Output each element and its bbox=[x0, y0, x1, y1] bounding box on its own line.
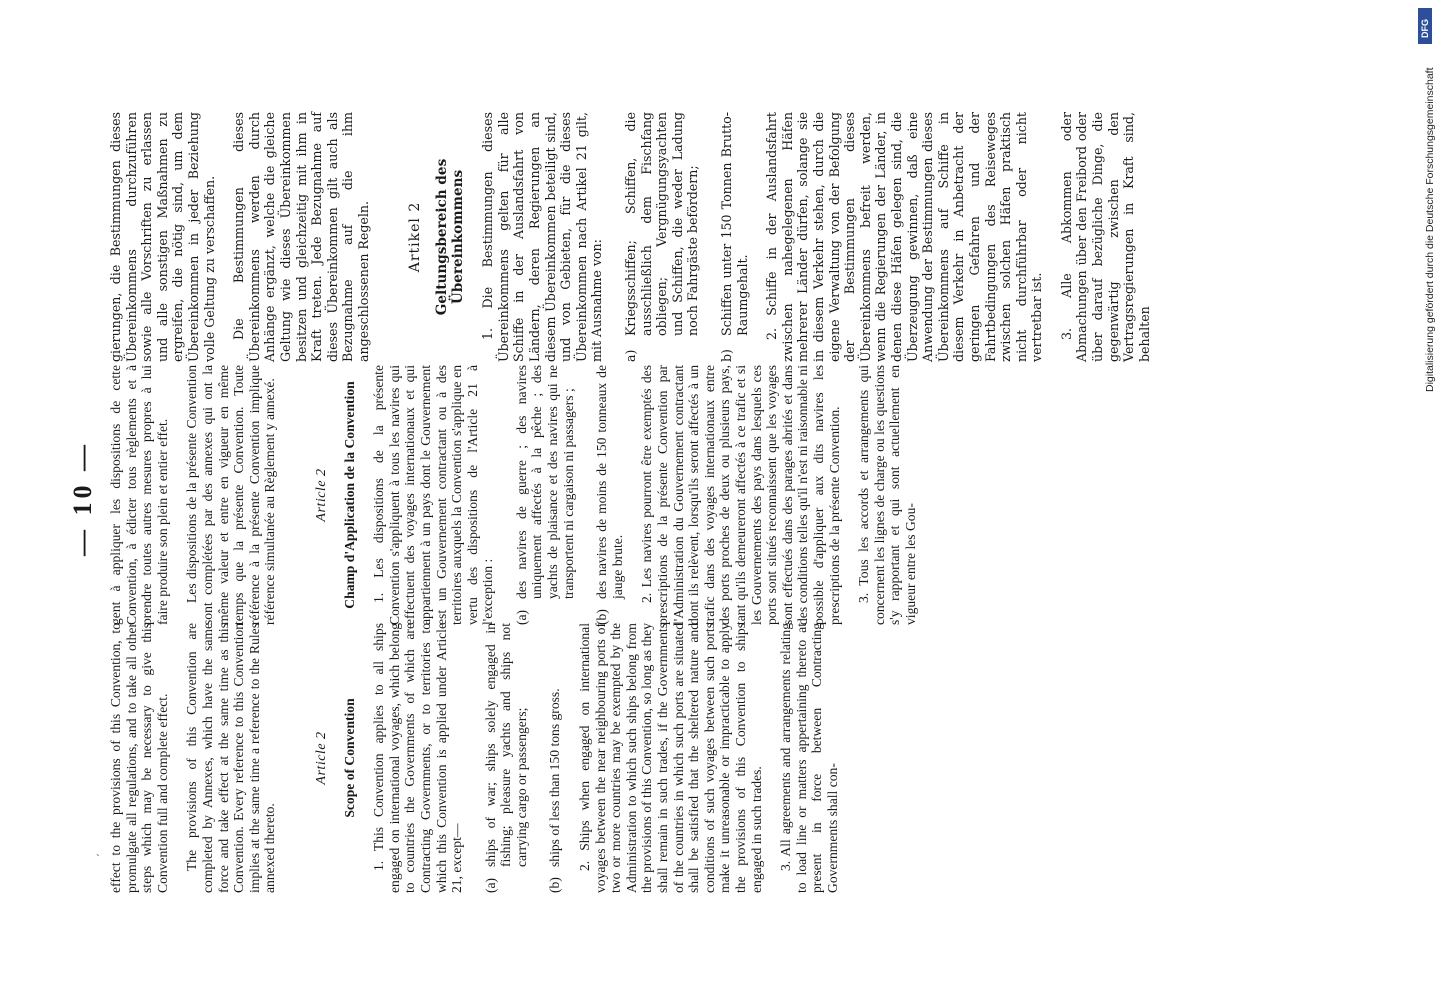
english-paragraph: 1. This Convention applies to all ships engaged on international voyages, which belong to countries the Governments of which are Contracting Governments, or to territories to which this Convention is applied under Article 21, except— bbox=[371, 623, 465, 893]
item-label: a) bbox=[623, 349, 639, 362]
french-paragraph: 1. Les dispositions de la présente Convention s'appliquent à tous les navires qui effectuent des voyages internationaux et qui appartiennent à un pays dont le Gouvernement est un Gouvernement contractant ou à des territoires auxquels la Convention s'applique en vertu des dispositions de l'Article 21 à l'exception : bbox=[371, 365, 496, 625]
scan-mark: ˋ bbox=[96, 853, 100, 865]
german-column bbox=[108, 112, 1166, 362]
german-paragraph: gierungen, die Bestimmungen dieses Übereinkommens durchzuführen sowie alle Vorschriften zu erlassen und alle sonstigen Maßnahmen zu ergreifen, die nötig sind, um dem Übereinkommen in jeder Beziehung volle Geltung zu verschaffen. bbox=[108, 112, 217, 362]
item-text: Kriegsschiffen; Schiffen, die ausschließlich dem Fischfang obliegen; Vergnügungsyachten und Schiffen, die weder Ladung noch Fahrgäste befördern; bbox=[623, 112, 701, 336]
french-paragraph: gent à appliquer les dispositions de cette Convention, à édicter tous règlements et à prendre toutes autres mesures propres à lui faire produire son plein et entier effet. bbox=[108, 365, 170, 625]
english-paragraph: 3. All agreements and arrangements relating to load line or matters appertaining thereto at present in force between Contracting Governments shall con- bbox=[778, 623, 840, 893]
german-paragraph: Die Bestimmungen dieses Übereinkommens werden durch Anhänge ergänzt, welche die gleiche Geltung wie dieses Übereinkommen besitzen und gleichzeitig mit ihm in Kraft treten. Jede Bezugnahme auf dieses Übereinkommen gilt auch als Bezugnahme auf die ihm angeschlossenen Regeln. bbox=[231, 112, 371, 362]
english-article-heading: Article 2 bbox=[313, 731, 329, 785]
item-text: Schiffen unter 150 Tonnen Brutto-Raumgehalt. bbox=[719, 112, 750, 336]
dfg-logo-text: DFG bbox=[1420, 19, 1430, 38]
item-text: ships of less than 150 tons gross. bbox=[547, 688, 563, 867]
german-list-item bbox=[719, 112, 750, 362]
french-paragraph: 2. Les navires pourront être exemptés des prescriptions de la présente Convention par l'Administration du Gouvernement contractant dont ils relèvent, lorsqu'ils seront affectés à un trafic dans des voyages internationaux entre des ports proches de deux ou plusieurs pays, tant qu'ils demeureront affectés à ce trafic et si les Gouvernements des pays dans lesquels ces ports sont situés reconnaissent que les voyages sont effectués dans des parages abrités et dans des conditions telles qu'il n'est ni raisonnable ni possible d'appliquer aux dits navires les prescriptions de la présente Convention. bbox=[639, 365, 842, 625]
french-article-heading: Article 2 bbox=[313, 468, 329, 522]
english-list-item bbox=[547, 623, 563, 893]
english-paragraph: The provisions of this Convention are completed by Annexes, which have the same force and take effect at the same time as this Convention. Every reference to this Convention implies at the same time a reference to the Rules annexed thereto. bbox=[184, 623, 278, 893]
item-label: b) bbox=[719, 349, 734, 362]
item-text: ships of war; ships solely engaged in fishing; pleasure yachts and ships not carrying cargo or passengers; bbox=[482, 623, 529, 867]
dfg-logo bbox=[1418, 8, 1432, 44]
german-paragraph: 1. Die Bestimmungen dieses Übereinkommens gelten für alle Schiffe in der Auslandsfahrt von Ländern, deren Regierungen an diesem Übereinkommen beteiligt sind, und von Gebieten, für die dieses Übereinkommen nach Artikel 21 gilt, mit Ausnahme von: bbox=[480, 112, 605, 362]
item-label: (a) bbox=[482, 877, 498, 893]
english-paragraph: 2. Ships when engaged on international voyages between the near neighbouring ports of two or more countries may be exempted by the Administration to which such ships belong from the provisions of this Convention, so long as they shall remain in such trades, if the Governments of the countries in which such ports are situated shall be satisfied that the sheltered nature and conditions of such voyages between such ports make it unreasonable or impracticable to apply the provisions of this Convention to ships engaged in such trades. bbox=[577, 623, 764, 893]
item-label: (a) bbox=[513, 609, 529, 625]
english-article-title: Scope of Convention bbox=[341, 698, 357, 818]
item-label: (b) bbox=[594, 609, 610, 625]
german-paragraph: 3. Alle Abkommen oder Abmachungen über den Freibord oder über darauf bezügliche Dinge, die gegenwärtig zwischen den Vertragsregierungen in Kraft sind, behalten bbox=[1058, 112, 1152, 362]
french-list-item bbox=[514, 365, 576, 625]
german-list-item bbox=[623, 112, 701, 362]
french-paragraph: 3. Tous les accords et arrangements qui concernent les lignes de charge ou les questions s'y rapportant et qui sont actuellement en vigueur entre les Gou- bbox=[856, 365, 918, 625]
english-paragraph: effect to the provisions of this Convention, to promulgate all regulations, and to take all other steps which may be necessary to give this Convention full and complete effect. bbox=[108, 623, 170, 893]
item-label: (b) bbox=[547, 877, 563, 893]
item-text: des navires de moins de 150 tonneaux de jauge brute. bbox=[594, 365, 625, 599]
page-number: — 10 — bbox=[68, 441, 97, 556]
french-list-item bbox=[594, 365, 625, 625]
english-column bbox=[108, 623, 855, 893]
english-list-item bbox=[483, 623, 530, 893]
german-article-heading: Artikel 2 bbox=[406, 201, 423, 273]
german-article-title: Geltungsbereich des Übereinkommens bbox=[434, 158, 466, 316]
item-text: des navires de guerre ; des navires uniquement affectés à la pêche ; des yachts de plaisance et des navires qui ne transportent ni cargaison ni passagers ; bbox=[513, 365, 576, 599]
german-paragraph: 2. Schiffe in der Auslandsfahrt zwischen nahegelegenen Häfen mehrerer Länder dürfen, solange sie in diesem Verkehr stehen, durch die eigene Verwaltung von der Befolgung der Bestimmungen dieses Übereinkommens befreit werden, wenn die Regierungen der Länder, in denen diese Häfen gelegen sind, die Überzeugung gewinnen, daß eine Anwendung der Bestimmungen dieses Übereinkommens auf Schiffe in diesem Verkehr in Anbetracht der geringen Gefahren und der Fahrtbedingungen des Reiseweges zwischen solchen Häfen praktisch nicht durchführbar oder nicht vertretbar ist. bbox=[764, 112, 1045, 362]
french-column bbox=[108, 365, 933, 625]
french-article-title: Champ d'Application de la Convention bbox=[341, 381, 357, 609]
digitization-credit: Digitalisierung gefördert durch die Deutsche Forschungsgemeinschaft bbox=[1424, 67, 1436, 392]
french-paragraph: Les dispositions de la présente Convention sont complétées par des annexes qui ont la même valeur et entre en vigueur en même temps que la présente Convention. Toute référence à la présente Convention implique référence simultanée au Règlement y annexé. bbox=[184, 365, 278, 625]
